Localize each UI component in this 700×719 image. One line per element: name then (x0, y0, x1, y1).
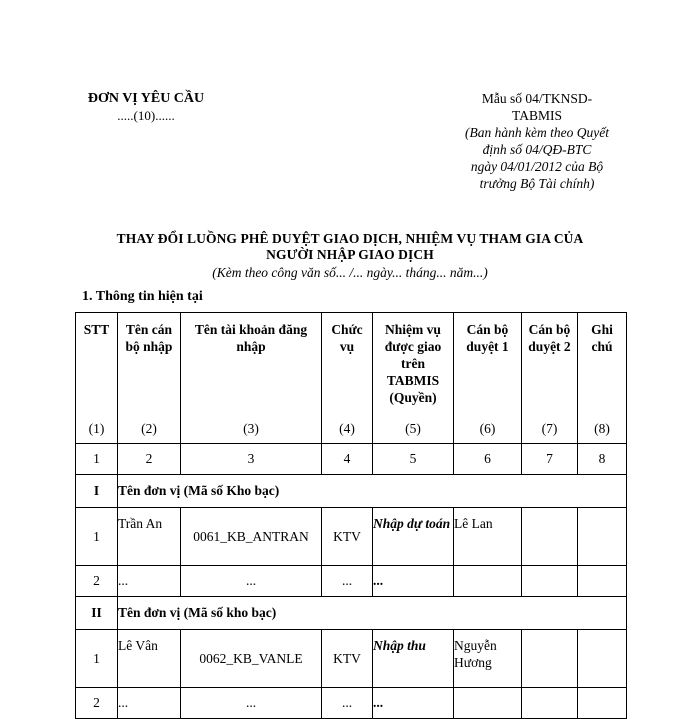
table-cell: 1 (76, 444, 118, 475)
table-cell: ... (322, 566, 373, 597)
table-cell: Lê Lan (454, 508, 522, 566)
group-number: II (76, 597, 118, 630)
table-cell: ... (181, 566, 322, 597)
table-row (76, 508, 627, 566)
table-cell: 2 (76, 688, 118, 719)
col-header-stt: STT (1) (76, 313, 118, 444)
table-cell (578, 688, 627, 719)
col-header-approver1: Cán bộ duyệt 1 (6) (454, 313, 522, 444)
table-cell: ... (373, 566, 454, 597)
table-cell: ... (118, 566, 181, 597)
form-number-line2: TABMIS (512, 108, 562, 123)
table-cell: Nhập dự toán (373, 508, 454, 566)
table-cell: KTV (322, 508, 373, 566)
current-info-table (75, 312, 627, 719)
table-cell (522, 508, 578, 566)
col-header-approver2: Cán bộ duyệt 2 (7) (522, 313, 578, 444)
document-title (60, 231, 640, 263)
col-header-staff-name: Tên cán bộ nhập (2) (118, 313, 181, 444)
table-cell: 6 (454, 444, 522, 475)
table-row (76, 688, 627, 719)
table-cell: 8 (578, 444, 627, 475)
table-cell: 7 (522, 444, 578, 475)
table-cell: 0062_KB_VANLE (181, 630, 322, 688)
group-row (76, 597, 627, 630)
group-name: Tên đơn vị (Mã số Kho bạc) (118, 475, 627, 508)
table-cell: 1 (76, 508, 118, 566)
table-cell: 3 (181, 444, 322, 475)
table-cell: ... (118, 688, 181, 719)
col-header-note: Ghi chú (8) (578, 313, 627, 444)
section-title: 1. Thông tin hiện tại (82, 289, 203, 304)
table-cell (522, 688, 578, 719)
requesting-unit-label: ĐƠN VỊ YÊU CẦU (87, 91, 205, 106)
table-cell: 5 (373, 444, 454, 475)
table-cell: ... (181, 688, 322, 719)
table-row (76, 566, 627, 597)
table-cell (578, 508, 627, 566)
table-cell: 4 (322, 444, 373, 475)
table-cell (454, 566, 522, 597)
table-cell (454, 688, 522, 719)
table-cell: 2 (76, 566, 118, 597)
col-header-position: Chức vụ (4) (322, 313, 373, 444)
requesting-unit-block (76, 90, 216, 124)
table-cell (578, 630, 627, 688)
table-cell: 0061_KB_ANTRAN (181, 508, 322, 566)
table-cell: ... (373, 688, 454, 719)
table-cell (522, 630, 578, 688)
table-cell: KTV (322, 630, 373, 688)
table-cell (522, 566, 578, 597)
group-number: I (76, 475, 118, 508)
table-cell: 2 (118, 444, 181, 475)
form-number-block (452, 90, 622, 192)
table-cell: Lê Vân (118, 630, 181, 688)
table-cell: Nguyễn Hương (454, 630, 522, 688)
document-title-line2: NGƯỜI NHẬP GIAO DỊCH (266, 247, 434, 262)
requesting-unit-code: .....(10)...... (117, 108, 175, 123)
table-header-row (76, 313, 627, 444)
document-title-line1: THAY ĐỔI LUỒNG PHÊ DUYỆT GIAO DỊCH, NHIỆM VỤ THAM GIA CỦA (116, 231, 584, 246)
table-cell (578, 566, 627, 597)
table-cell: Nhập thu (373, 630, 454, 688)
table-cell: 1 (76, 630, 118, 688)
table-cell: ... (322, 688, 373, 719)
table-row (76, 630, 627, 688)
table-cell: Trần An (118, 508, 181, 566)
col-header-account: Tên tài khoản đăng nhập (3) (181, 313, 322, 444)
issued-note-line4: trưởng Bộ Tài chính) (479, 176, 595, 191)
document-subtitle: (Kèm theo công văn số... /... ngày... tháng... năm...) (212, 265, 488, 280)
column-index-row (76, 444, 627, 475)
issued-note-line3: ngày 04/01/2012 của Bộ (470, 159, 604, 174)
issued-note-line1: (Ban hành kèm theo Quyết (465, 125, 609, 140)
form-number-line1: Mẫu số 04/TKNSD- (481, 91, 593, 106)
group-row (76, 475, 627, 508)
group-name: Tên đơn vị (Mã số kho bạc) (118, 597, 627, 630)
col-header-task: Nhiệm vụ được giao trên TABMIS (Quyền) (5) (373, 313, 454, 444)
issued-note-line2: định số 04/QĐ-BTC (482, 142, 592, 157)
